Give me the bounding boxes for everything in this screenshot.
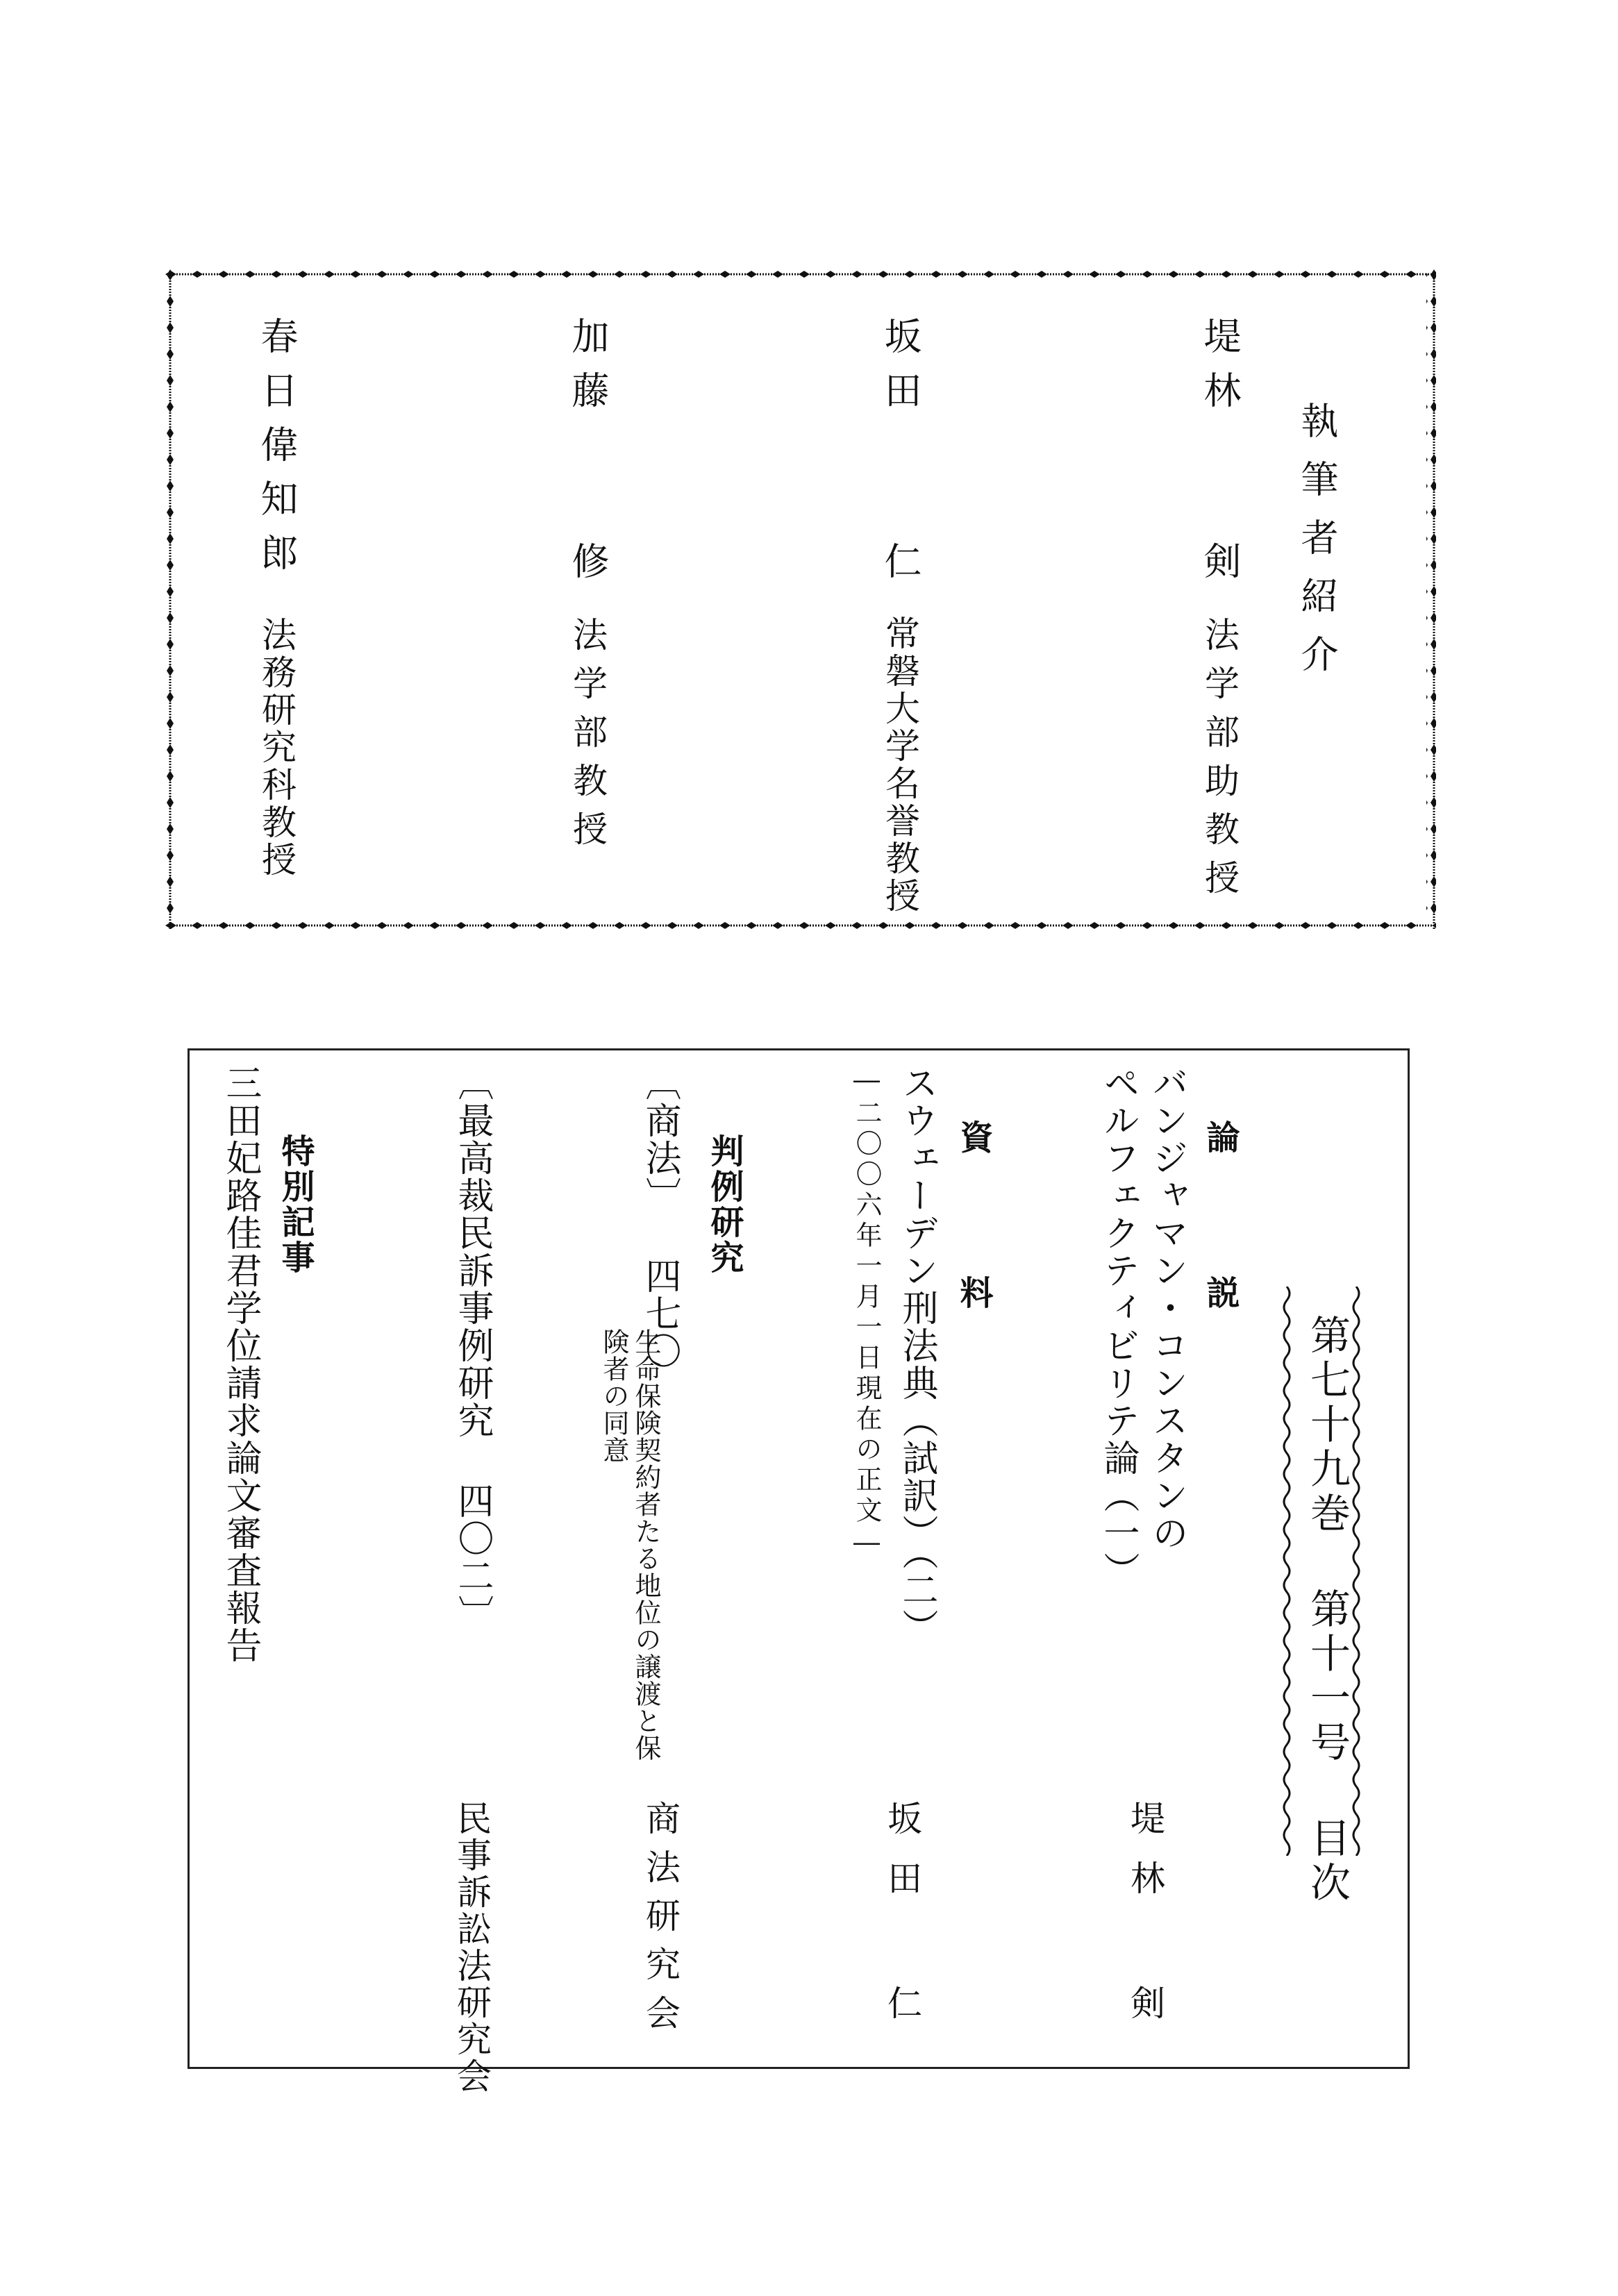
contributors-box [165,269,1436,929]
contributor-3-family-name: 加藤 [566,317,610,425]
article-title-line-2: ペルフェクティビリテ論（一） [1097,1064,1139,1589]
contributor-2-affiliation: 常磐大学名誉教授 [880,615,920,915]
document-subtitle: ―二〇〇六年一月一日現在の正文― [851,1064,882,1561]
contributor-2-given-name: 仁 [878,542,922,596]
contributor-1-affiliation: 法学部助教授 [1199,617,1240,908]
volume-title: 第七十九巻 第十一号 目次 [1303,1314,1351,1906]
contributor-3-affiliation: 法学部教授 [567,617,608,860]
section-heading-ronsetsu: 論 説 [1201,1120,1240,1350]
case-study-author: 商法研究会 [640,1800,681,2043]
special-article-title: 三田妃路佳君学位請求論文審査報告 [219,1064,261,1664]
case-study-commercial-law: 〔商法〕 四七〇 [639,1064,681,1370]
contributors-heading: 執筆者紹介 [1295,401,1339,693]
contributor-1-family-name: 堤林 [1198,317,1242,425]
case-study-author-2: 民事訴訟法研究会 [451,1800,492,2095]
contributor-4-name: 春日偉知郎 [255,317,299,587]
toc-box [187,1048,1410,2095]
contributor-2-family-name: 坂田 [878,317,922,425]
contributor-4-affiliation: 法務研究科教授 [256,617,297,879]
case-study-note-line-2: 険者の同意 [599,1328,629,1464]
section-heading-shiryo: 資 料 [954,1120,993,1350]
article-author: 堤林 剣 [1125,1800,1165,2045]
section-heading-hanrei: 判例研究 [705,1134,744,1275]
contributor-1-given-name: 剣 [1198,542,1242,596]
section-heading-tokubetsu: 特別記事 [276,1134,315,1275]
case-study-supreme-court: 〔最高裁民訴事例研究 四〇二〕 [451,1064,493,1632]
document-title-line-1: スウェーデン刑法典（試訳）（二） [896,1064,937,1646]
contributor-3-given-name: 修 [566,542,610,596]
case-study-note-line-1: 生命保険契約者たる地位の譲渡と保 [631,1328,661,1761]
article-title-line-1: バンジャマン・コンスタンの [1146,1064,1187,1552]
document-author: 坂田 仁 [882,1800,922,2045]
